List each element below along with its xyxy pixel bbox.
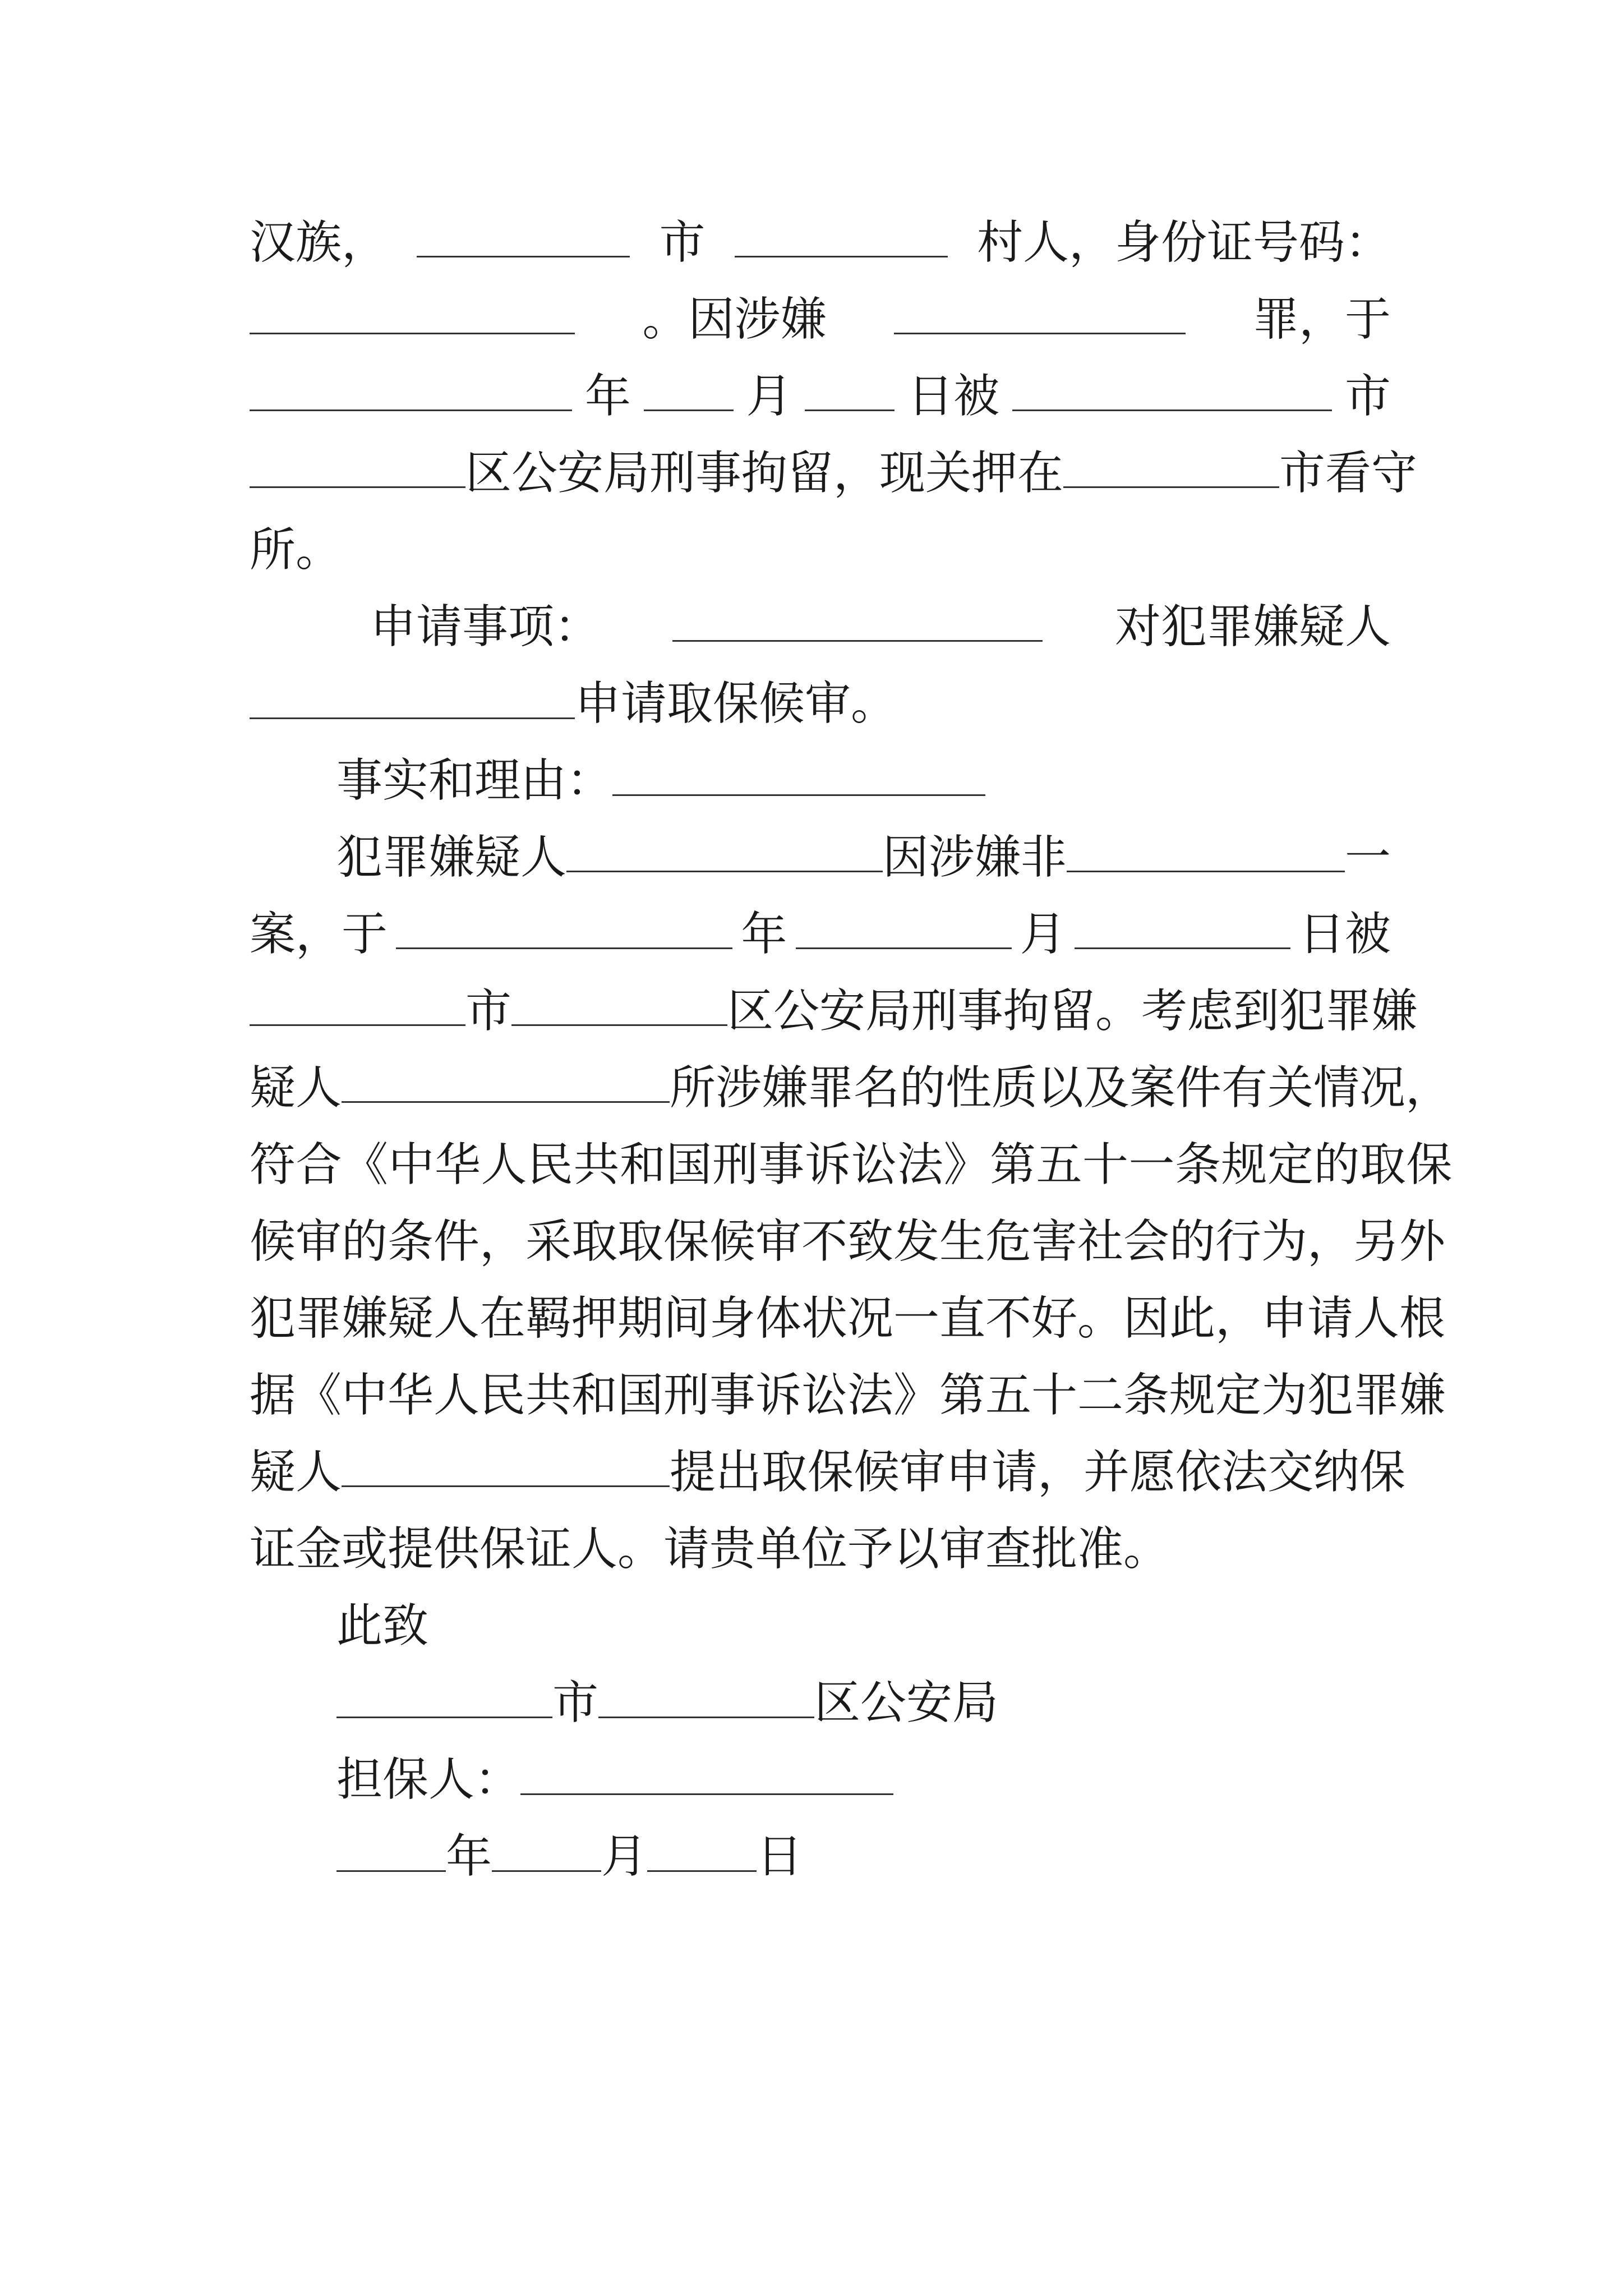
facts-line-7: 犯罪嫌疑人在羁押期间身体状况一直不好。因此，申请人根 — [250, 1292, 1446, 1345]
village-blank[interactable] — [735, 212, 948, 257]
facts-year-blank[interactable] — [396, 904, 732, 949]
detain-month-blank[interactable] — [644, 366, 734, 411]
header-line-5: 所。 — [250, 523, 342, 577]
header-line-1: 汉族， 市 村人，身份证号码： — [250, 212, 1391, 274]
facts-blank[interactable] — [612, 751, 985, 796]
facts-district-blank[interactable] — [511, 981, 727, 1026]
facts-city-blank[interactable] — [250, 981, 465, 1026]
facts-line-3: 市 区公安局刑事拘留。考虑到犯罪嫌 — [250, 981, 1391, 1042]
city-blank[interactable] — [417, 212, 630, 257]
detention-city-blank[interactable] — [1063, 443, 1279, 488]
header-line-4: 区公安局刑事拘留，现关押在 市看守 — [250, 443, 1391, 504]
recipient-city-blank[interactable] — [336, 1673, 552, 1718]
facts-line-8: 据《中华人民共和国刑事诉讼法》第五十二条规定为犯罪嫌 — [250, 1369, 1446, 1422]
facts-suspect-blank-3[interactable] — [342, 1442, 670, 1487]
applicant-blank[interactable] — [672, 596, 1043, 642]
request-label: 申请事项： — [370, 600, 601, 654]
header-line-3: 年 月 日被 市 — [250, 366, 1391, 427]
request-line-2: 申请取保候审。 — [250, 673, 897, 735]
detain-city-blank[interactable] — [1012, 366, 1332, 411]
detain-day-blank[interactable] — [805, 366, 895, 411]
facts-label: 事实和理由： — [336, 754, 613, 807]
header-line-2: 。因涉嫌 罪，于 — [250, 289, 1391, 351]
district-blank[interactable] — [250, 443, 465, 488]
facts-label-line — [336, 750, 985, 812]
sign-month-blank[interactable] — [492, 1826, 601, 1872]
facts-charge-blank[interactable] — [1067, 827, 1345, 872]
guarantor-blank[interactable] — [520, 1750, 893, 1795]
suspect-blank[interactable] — [250, 674, 575, 719]
recipient-district-blank[interactable] — [598, 1673, 814, 1718]
facts-line-6: 候审的条件，采取取保候审不致发生危害社会的行为，另外 — [250, 1215, 1446, 1268]
request-line-1: 申请事项： 对犯罪嫌疑人 — [370, 596, 1391, 658]
facts-suspect-blank[interactable] — [566, 827, 883, 872]
date-line: 年 月 日 — [336, 1826, 803, 1888]
facts-line-2: 案，于 年 月 日被 — [250, 904, 1391, 965]
sign-day-blank[interactable] — [647, 1826, 757, 1872]
guarantor-line — [336, 1749, 893, 1811]
facts-line-1: 犯罪嫌疑人 因涉嫌非 一 — [336, 827, 1391, 889]
recipient-line: 市 区公安局 — [336, 1672, 998, 1734]
ethnicity-text: 汉族， — [250, 216, 388, 269]
facts-month-blank[interactable] — [796, 904, 1012, 949]
facts-line-4: 疑人 所涉嫌罪名的性质以及案件有关情况， — [250, 1057, 1391, 1119]
facts-suspect-blank-2[interactable] — [342, 1057, 670, 1103]
greeting: 此致 — [336, 1599, 429, 1653]
charge-blank[interactable] — [894, 289, 1186, 334]
facts-line-5: 符合《中华人民共和国刑事诉讼法》第五十一条规定的取保 — [250, 1138, 1453, 1191]
detain-year-blank[interactable] — [250, 366, 572, 411]
facts-day-blank[interactable] — [1075, 904, 1290, 949]
guarantor-label: 担保人： — [336, 1753, 521, 1806]
id-number-blank[interactable] — [250, 289, 575, 334]
facts-line-9: 疑人 提出取保候审申请，并愿依法交纳保 — [250, 1442, 1391, 1503]
facts-line-10: 证金或提供保证人。请贵单位予以审查批准。 — [250, 1522, 1170, 1576]
sign-year-blank[interactable] — [336, 1826, 446, 1872]
